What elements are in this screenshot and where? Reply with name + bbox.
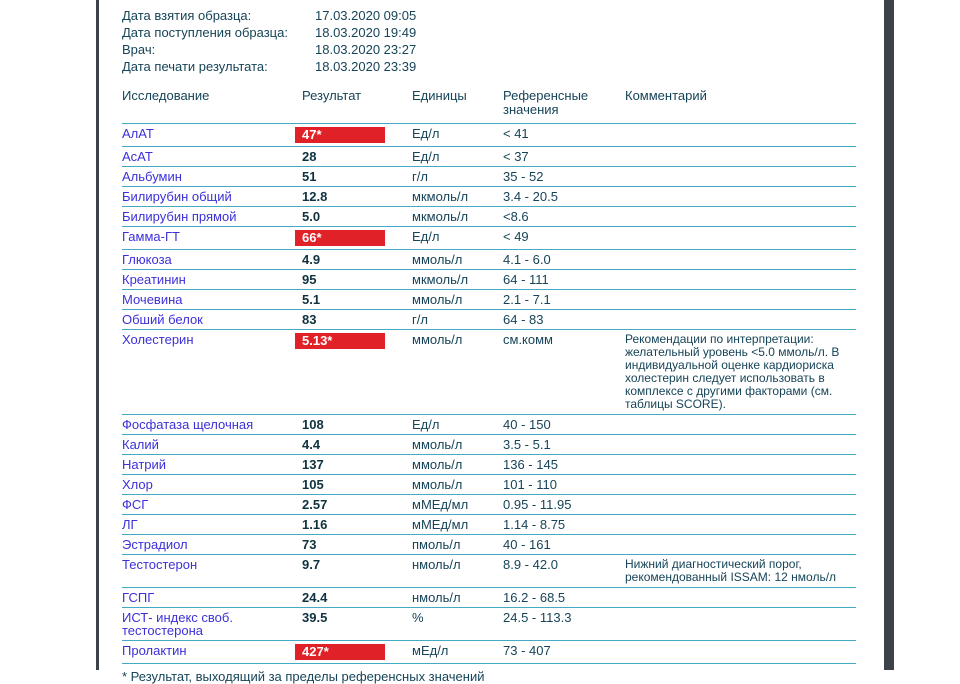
units: Ед/л <box>412 417 440 432</box>
comment <box>625 187 856 206</box>
meta-label: Дата взятия образца: <box>122 8 252 23</box>
meta-row-received-date <box>122 24 856 41</box>
table-row <box>122 641 856 664</box>
table-row <box>122 124 856 147</box>
test-name[interactable]: АлАТ <box>122 126 154 141</box>
units: ммоль/л <box>412 457 463 472</box>
table-row <box>122 330 856 415</box>
result-value: 4.4 <box>302 437 321 452</box>
units: мкмоль/л <box>412 209 469 224</box>
result-value: 28 <box>302 149 317 164</box>
comment <box>625 227 856 249</box>
meta-label: Дата печати результата: <box>122 59 268 74</box>
test-name[interactable]: Натрий <box>122 457 167 472</box>
comment <box>625 415 856 434</box>
table-row <box>122 455 856 475</box>
meta-value: 17.03.2020 09:05 <box>315 8 417 23</box>
comment <box>625 435 856 454</box>
results-table <box>122 87 856 664</box>
units: нмоль/л <box>412 590 461 605</box>
reference-range: < 41 <box>503 126 529 141</box>
comment <box>625 535 856 554</box>
page-right-edge-bar <box>884 0 894 670</box>
comment <box>625 290 856 309</box>
test-name[interactable]: АсАТ <box>122 149 153 164</box>
reference-range: 35 - 52 <box>503 169 544 184</box>
test-name[interactable]: Пролактин <box>122 643 187 658</box>
reference-range: 0.95 - 11.95 <box>503 497 572 512</box>
reference-range: 64 - 111 <box>503 272 549 287</box>
units: мЕд/л <box>412 643 449 658</box>
reference-range: 16.2 - 68.5 <box>503 590 566 605</box>
test-name[interactable]: Фосфатаза щелочная <box>122 417 254 432</box>
test-name[interactable]: Тестостерон <box>122 557 198 572</box>
table-row <box>122 290 856 310</box>
units: пмоль/л <box>412 537 461 552</box>
table-row <box>122 535 856 555</box>
test-name[interactable]: ФСГ <box>122 497 149 512</box>
units: ммоль/л <box>412 292 463 307</box>
reference-range: 40 - 161 <box>503 537 551 552</box>
result-value: 83 <box>302 312 317 327</box>
table-row <box>122 270 856 290</box>
comment: Нижний диагностический порог, рекомендованный ISSAM: 12 нмоль/л <box>625 557 837 584</box>
table-row <box>122 475 856 495</box>
units: нмоль/л <box>412 557 461 572</box>
test-name[interactable]: Эстрадиол <box>122 537 188 552</box>
table-row <box>122 515 856 535</box>
result-value: 427* <box>295 644 385 660</box>
meta-label: Дата поступления образца: <box>122 25 288 40</box>
test-name[interactable]: Хлор <box>122 477 153 492</box>
comment <box>625 147 856 166</box>
table-row <box>122 555 856 588</box>
meta-value: 18.03.2020 23:39 <box>315 59 417 74</box>
results-table-header <box>122 87 856 124</box>
reference-range: 64 - 83 <box>503 312 544 327</box>
table-row <box>122 588 856 608</box>
reference-range: 3.4 - 20.5 <box>503 189 558 204</box>
result-value: 51 <box>302 169 317 184</box>
units: ммоль/л <box>412 252 463 267</box>
test-name[interactable]: Калий <box>122 437 159 452</box>
result-value: 5.13* <box>295 333 385 349</box>
result-value: 1.16 <box>302 517 328 532</box>
units: г/л <box>412 169 428 184</box>
header-comment: Комментарий <box>625 88 707 103</box>
comment <box>625 515 856 534</box>
comment: Рекомендации по интерпретации: желательный уровень <5.0 ммоль/л. В индивидуальной оценке кардиориска холестерин следует использовать в комплексе с другими факторами (см. таблицы SCORE). <box>625 332 840 411</box>
units: мМЕд/мл <box>412 497 469 512</box>
reference-range: 73 - 407 <box>503 643 551 658</box>
table-row <box>122 187 856 207</box>
result-value: 39.5 <box>302 610 328 625</box>
test-name[interactable]: Альбумин <box>122 169 182 184</box>
reference-range: 24.5 - 113.3 <box>503 610 572 625</box>
test-name[interactable]: ИСТ- индекс своб. тестостерона <box>122 610 233 638</box>
reference-range: 136 - 145 <box>503 457 558 472</box>
table-row <box>122 207 856 227</box>
table-row <box>122 435 856 455</box>
units: ммоль/л <box>412 477 463 492</box>
units: ммоль/л <box>412 332 463 347</box>
comment <box>625 167 856 186</box>
table-row <box>122 495 856 515</box>
result-value: 5.0 <box>302 209 321 224</box>
units: мМЕд/мл <box>412 517 469 532</box>
test-name[interactable]: Билирубин прямой <box>122 209 237 224</box>
header-test: Исследование <box>122 88 210 103</box>
units: мкмоль/л <box>412 272 469 287</box>
result-value: 108 <box>302 417 324 432</box>
units: Ед/л <box>412 149 440 164</box>
reference-range: 1.14 - 8.75 <box>503 517 566 532</box>
result-value: 2.57 <box>302 497 328 512</box>
units: мкмоль/л <box>412 189 469 204</box>
result-value: 12.8 <box>302 189 328 204</box>
reference-range: 101 - 110 <box>503 477 557 492</box>
test-name[interactable]: Глюкоза <box>122 252 172 267</box>
table-row <box>122 227 856 250</box>
reference-range: <8.6 <box>503 209 529 224</box>
result-value: 137 <box>302 457 324 472</box>
comment <box>625 608 856 640</box>
table-row <box>122 167 856 187</box>
units: % <box>412 610 424 625</box>
test-name[interactable]: Гамма-ГТ <box>122 229 180 244</box>
test-name[interactable]: Холестерин <box>122 332 194 347</box>
comment <box>625 250 856 269</box>
comment <box>625 641 856 663</box>
results-table-body <box>122 124 856 664</box>
units: Ед/л <box>412 126 440 141</box>
result-value: 105 <box>302 477 324 492</box>
result-value: 73 <box>302 537 317 552</box>
reference-range: 2.1 - 7.1 <box>503 292 551 307</box>
sample-meta-block <box>122 7 856 75</box>
comment <box>625 495 856 514</box>
reference-range: 3.5 - 5.1 <box>503 437 551 452</box>
test-name[interactable]: ГСПГ <box>122 590 155 605</box>
reference-range: см.комм <box>503 332 553 347</box>
header-units: Единицы <box>412 88 467 103</box>
table-row <box>122 310 856 330</box>
comment <box>625 455 856 474</box>
reference-range: < 49 <box>503 229 529 244</box>
comment <box>625 588 856 607</box>
result-value: 4.9 <box>302 252 321 267</box>
table-row <box>122 250 856 270</box>
test-name[interactable]: ЛГ <box>122 517 138 532</box>
comment <box>625 270 856 289</box>
test-name[interactable]: Мочевина <box>122 292 183 307</box>
reference-range: 4.1 - 6.0 <box>503 252 551 267</box>
header-result: Результат <box>302 88 362 103</box>
comment <box>625 475 856 494</box>
meta-value: 18.03.2020 19:49 <box>315 25 417 40</box>
reference-range: < 37 <box>503 149 529 164</box>
test-name[interactable]: Билирубин общий <box>122 189 232 204</box>
meta-row-print-date <box>122 58 856 75</box>
meta-row-doctor <box>122 41 856 58</box>
units: г/л <box>412 312 428 327</box>
table-row <box>122 415 856 435</box>
result-value: 24.4 <box>302 590 328 605</box>
report-content <box>122 7 856 684</box>
result-value: 5.1 <box>302 292 321 307</box>
meta-row-collection-date <box>122 7 856 24</box>
units: ммоль/л <box>412 437 463 452</box>
units: Ед/л <box>412 229 440 244</box>
header-reference: Референсные значения <box>503 88 589 117</box>
comment <box>625 310 856 329</box>
meta-label: Врач: <box>122 42 156 57</box>
result-value: 95 <box>302 272 317 287</box>
table-row <box>122 608 856 641</box>
page-left-border <box>96 0 99 670</box>
reference-range: 40 - 150 <box>503 417 551 432</box>
result-value: 47* <box>295 127 385 143</box>
comment <box>625 207 856 226</box>
result-value: 9.7 <box>302 557 321 572</box>
reference-range: 8.9 - 42.0 <box>503 557 558 572</box>
meta-value: 18.03.2020 23:27 <box>315 42 417 57</box>
test-name[interactable]: Обший белок <box>122 312 203 327</box>
table-row <box>122 147 856 167</box>
out-of-range-footnote: * Результат, выходящий за пределы референсных значений <box>122 669 485 684</box>
test-name[interactable]: Креатинин <box>122 272 186 287</box>
comment <box>625 124 856 146</box>
result-value: 66* <box>295 230 385 246</box>
